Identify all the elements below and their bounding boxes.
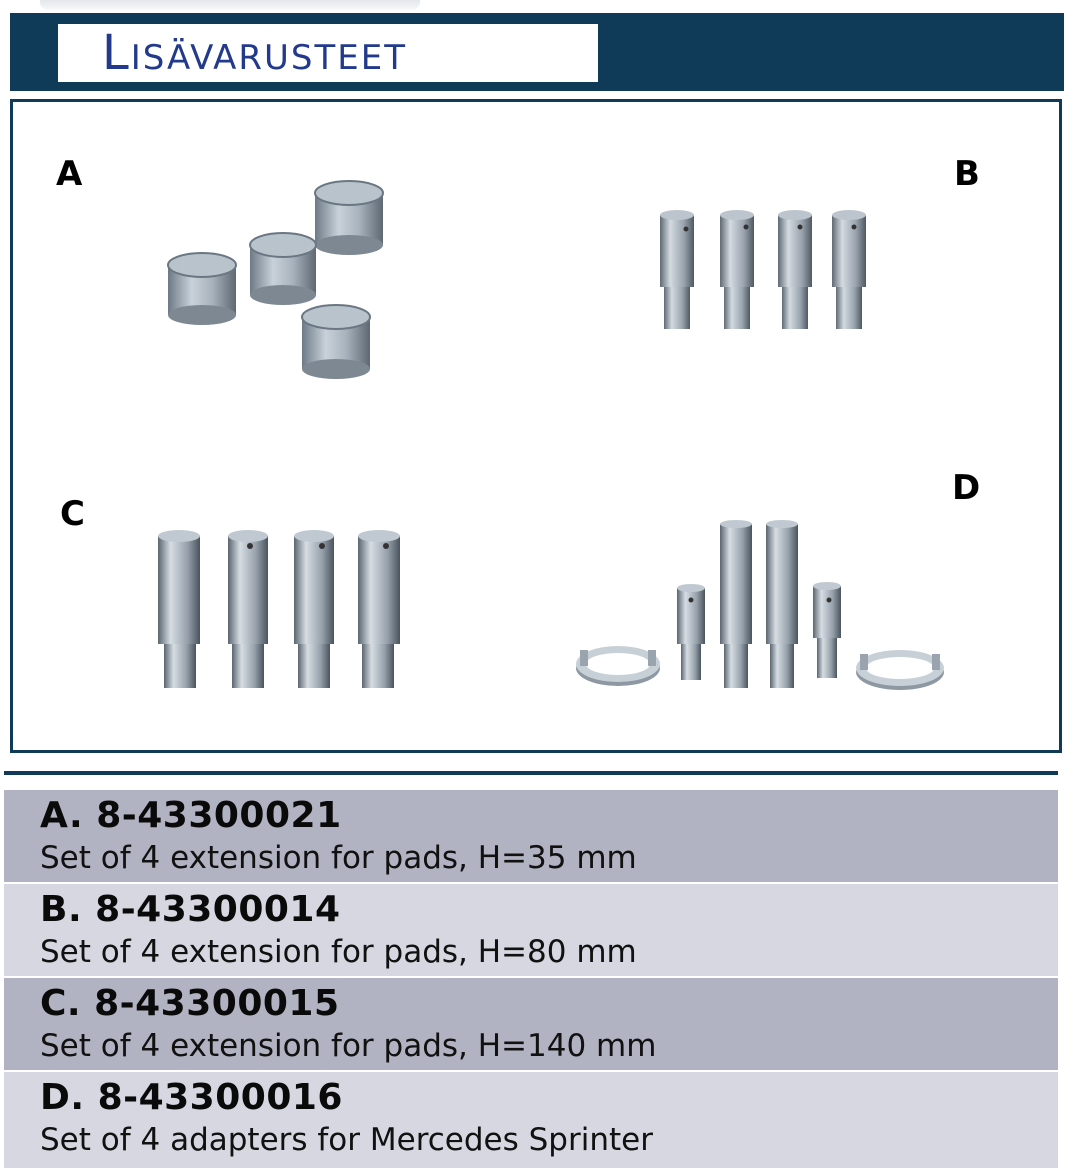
panel-label-d: D: [952, 468, 981, 508]
item-code: B. 8-43300014: [40, 889, 341, 930]
product-image-c: [150, 528, 410, 694]
accessory-row-a: [4, 790, 1058, 882]
product-image-b: [650, 205, 880, 335]
item-description: Set of 4 extension for pads, H=140 mm: [40, 1028, 657, 1064]
item-code: A. 8-43300021: [40, 795, 342, 836]
section-divider: [4, 771, 1058, 775]
product-image-d: [570, 518, 950, 696]
panel-label-c: C: [60, 494, 85, 534]
item-description: Set of 4 extension for pads, H=35 mm: [40, 840, 637, 876]
accessory-row-d: [4, 1072, 1058, 1168]
product-image-a: [150, 165, 410, 395]
panel-label-a: A: [56, 154, 83, 194]
accessory-row-c: [4, 978, 1058, 1070]
item-code: D. 8-43300016: [40, 1077, 343, 1118]
panel-label-b: B: [954, 154, 980, 194]
accessory-row-b: [4, 884, 1058, 976]
top-fade-decoration: [40, 0, 420, 10]
item-code: C. 8-43300015: [40, 983, 340, 1024]
item-description: Set of 4 adapters for Mercedes Sprinter: [40, 1122, 653, 1158]
item-description: Set of 4 extension for pads, H=80 mm: [40, 934, 637, 970]
page-title: Lisävarusteet: [102, 25, 408, 81]
